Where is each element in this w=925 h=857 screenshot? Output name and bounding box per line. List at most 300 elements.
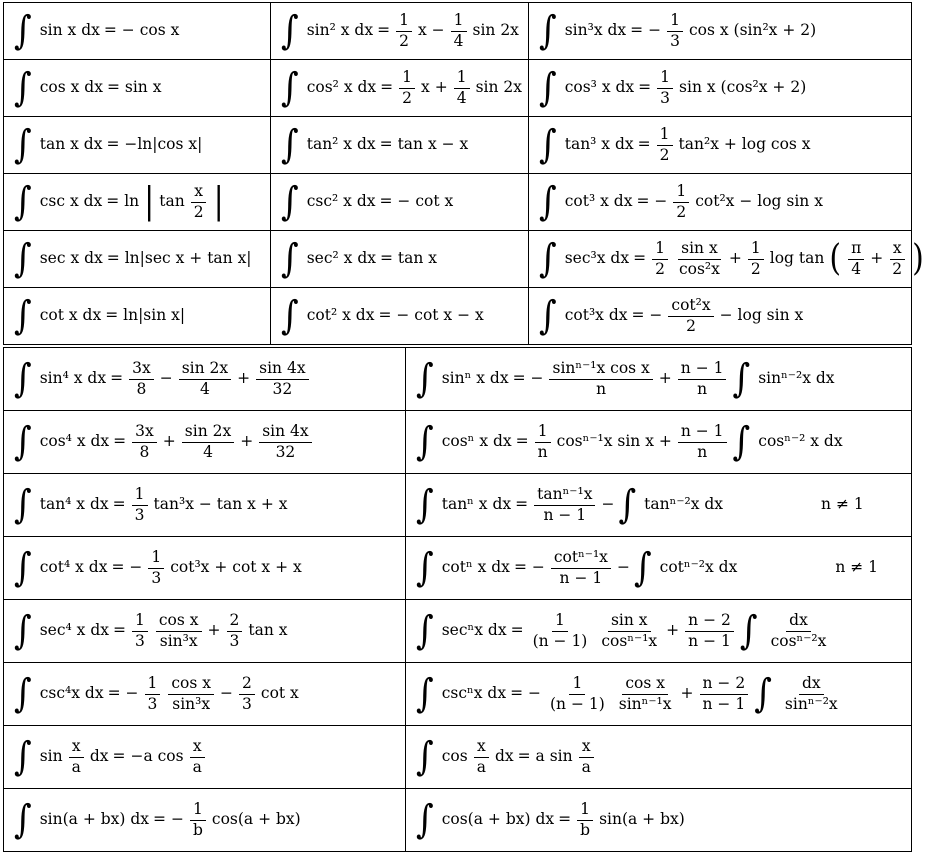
denominator: 3 [134,505,145,524]
denominator: 4 [199,379,210,398]
integral-formula [539,179,823,225]
numerator: 1 [396,11,412,32]
term-text: cosⁿ x dx [441,432,512,451]
term-text: sin(a + bx) [599,810,685,829]
term-text: cos(a + bx) dx [441,810,555,829]
term-text: cot² x dx [306,306,375,325]
formula-cell [406,663,912,726]
integral-sign: ∫ [14,734,32,780]
fraction [145,674,161,715]
term-text: = a sin [517,747,573,766]
integral-formula [416,671,843,717]
formula-row [4,117,912,174]
term-text: + [680,684,694,703]
fraction [451,11,467,52]
fraction [132,422,157,463]
term-text: sec³x dx [564,249,630,268]
numerator: cos x [622,674,668,695]
numerator: sin 2x [182,422,234,443]
numerator: 1 [451,11,467,32]
term-text: − [616,558,630,577]
numerator: 1 [652,239,668,260]
fraction [148,548,164,589]
denominator: 3 [229,631,240,650]
fraction [889,239,905,280]
integral-sign: ∫ [14,65,32,111]
fraction [190,800,206,841]
integral-sign: ∫ [416,671,434,717]
denominator: a [476,757,486,776]
integral-sign: ∫ [416,608,434,654]
numerator: 2 [239,674,255,695]
integral-sign: ∫ [618,482,637,528]
term-text: cos x dx [39,78,103,97]
denominator: b [580,820,591,839]
term-text: − [159,369,173,388]
formula-cell [271,174,529,231]
term-text: = tan x [380,249,438,268]
term-text: = −ln|cos x| [106,135,203,154]
numerator: 1 [657,68,673,89]
integral-sign: ∫ [539,236,557,282]
formula-cell [4,117,271,174]
formula-cell [4,537,406,600]
numerator: π [848,239,864,260]
integral-sign: ∫ [281,179,299,225]
term-text: sin⁴ x dx [39,369,107,388]
formula-row [4,3,912,60]
term-text: = [377,21,391,40]
term-text: = − [512,369,544,388]
denominator: n − 1 [543,505,587,524]
term-text: cos(a + bx) [211,810,301,829]
denominator: 2 [659,145,670,164]
fraction [168,674,214,715]
term-text: tan x dx [39,135,103,154]
term-text: = ln|sec x + tan x| [106,249,252,268]
term-text: tan³ x dx [564,135,634,154]
integral-sign: ∫ [14,482,32,528]
integral-formula [539,236,925,282]
fraction [616,674,675,715]
term-text: cos² x dx [306,78,377,97]
numerator: 3x [132,422,157,443]
numerator: dx [786,611,811,632]
term-text: secⁿx dx [441,621,507,640]
formula-cell [4,789,406,852]
numerator: 1 [148,548,164,569]
integral-formula [281,293,484,339]
formula-cell [529,3,912,60]
denominator: 3 [147,694,158,713]
term-text: cotⁿ x dx [441,558,510,577]
term-text: = [113,621,126,640]
denominator: 2 [399,31,409,50]
denominator: sin³x [172,694,211,713]
denominator: n [697,379,708,398]
denominator: 2 [686,316,696,335]
integral-formula [14,122,203,168]
term-text: = − [636,192,668,211]
term-text: cos x (sin²x + 2) [688,21,817,40]
denominator: 3 [660,88,671,107]
numerator: sin x [608,611,651,632]
fraction [579,737,594,778]
formula-row [4,348,912,411]
term-text: = − [107,684,139,703]
fraction [156,611,202,652]
fraction [129,359,154,400]
integral-sign: ∫ [14,8,32,55]
term-text: sin(a + bx) dx [39,810,150,829]
numerator: x [890,239,905,260]
integral-sign: ∫ [14,236,32,282]
formula-cell [4,174,271,231]
term-text: sin² x dx [306,21,374,40]
denominator: 2 [676,202,687,221]
fraction [673,182,689,223]
term-text: cos [441,747,468,766]
integral-sign: ∫ [14,179,32,225]
numerator: cotⁿ⁻¹x [551,548,611,569]
denominator: 2 [750,259,761,278]
integral-sign: ∫ [14,293,32,339]
numerator: 1 [190,800,206,821]
term-text: = [112,495,126,514]
term-text: = − cot x − x [378,306,484,325]
integral-sign: ∫ [539,65,557,111]
table2-body [4,348,912,852]
numerator: 1 [667,11,683,32]
formula-cell [4,288,271,345]
denominator: 2 [193,202,204,221]
bracket: | [213,180,224,223]
term-text: = [380,78,394,97]
integral-formula [539,122,811,168]
formula-cell [271,231,529,288]
fraction [667,11,683,52]
term-text: sin [39,747,63,766]
fraction [577,800,593,841]
term-text: + [870,249,884,268]
denominator: 3 [670,31,680,50]
formula-cell [4,231,271,288]
denominator: 4 [453,31,464,50]
formula-cell [4,474,406,537]
term-text: tanⁿ⁻²x dx [644,495,724,514]
integral-sign: ∫ [416,482,434,528]
numerator: 1 [399,68,415,89]
integral-sign: ∫ [281,293,299,339]
integral-sign: ∫ [14,608,32,654]
integral-sign: ∫ [281,8,299,55]
integral-sign: ∫ [539,122,557,168]
formula-row [4,600,912,663]
term-text: = [558,810,572,829]
term-text: = − [630,21,662,40]
numerator: tanⁿ⁻¹x [534,485,595,506]
numerator: 1 [657,125,673,146]
denominator: a [581,757,591,776]
term-text: sin 2x [472,21,519,40]
denominator: sinⁿ⁻¹x [618,694,672,713]
denominator: 3 [135,631,145,650]
integral-sign: ∫ [281,236,299,282]
fraction [678,359,727,400]
integral-sign: ∫ [732,419,751,465]
numerator: x [191,182,206,203]
integral-sign: ∫ [739,608,758,654]
denominator: cos²x [678,259,720,278]
numerator: sin x [678,239,721,260]
fraction [782,674,841,715]
fraction [182,422,234,463]
formula-cell [529,288,912,345]
integral-formula [539,293,804,339]
formula-row [4,231,912,288]
numerator: 1 [552,611,568,632]
condition: n ≠ 1 [821,495,864,514]
numerator: dx [799,674,824,695]
integral-sign: ∫ [416,797,434,843]
denominator: sinⁿ⁻²x [784,694,838,713]
numerator: 1 [673,182,689,203]
term-text: sec x dx [39,249,103,268]
integral-formula [14,671,299,717]
fraction [676,239,723,280]
term-text: cscⁿx dx [441,684,507,703]
formula-cell [4,348,406,411]
integral-sign: ∫ [14,545,32,591]
term-text: cot³x dx [564,306,628,325]
integral-formula [416,797,685,843]
denominator: 32 [272,379,293,398]
fraction [132,611,148,652]
term-text: + [658,369,672,388]
integral-sign: ∫ [14,122,32,168]
numerator: x [190,737,205,758]
numerator: sin 4x [256,359,308,380]
integral-formula [14,482,288,528]
fraction [535,422,551,463]
formula-cell [406,726,912,789]
formula-row [4,789,912,852]
formula-row [4,663,912,726]
fraction [748,239,764,280]
term-text: + [237,369,251,388]
formula-cell [406,348,912,411]
fraction [668,296,713,337]
integral-sign: ∫ [754,671,772,717]
fraction [190,737,205,778]
integral-sign: ∫ [732,356,751,402]
denominator: cosⁿ⁻²x [770,631,827,650]
term-text: tan³x − tan x + x [153,495,288,514]
integral-formula [14,8,180,55]
term-text: sec⁴ x dx [39,621,109,640]
numerator: n − 2 [700,674,749,695]
term-text: cos⁴ x dx [39,432,110,451]
integral-formula [14,419,314,465]
integral-formula [14,734,211,780]
numerator: 2 [227,611,243,632]
term-text: cot x dx [39,306,102,325]
formula-cell [271,60,529,117]
basic-integrals-table [3,2,924,345]
term-text: = tan x − x [379,135,469,154]
term-text: = − [111,558,143,577]
integral-formula [539,65,807,111]
numerator: cot²x [668,296,713,317]
denominator: 3 [242,694,252,713]
numerator: n − 2 [685,611,734,632]
term-text: = [515,432,529,451]
integral-formula [416,608,831,654]
term-text: = − [631,306,663,325]
fraction [678,422,727,463]
term-text: = [515,495,529,514]
denominator: a [71,757,81,776]
integral-sign: ∫ [416,734,434,780]
formula-row [4,474,912,537]
numerator: 3x [129,359,154,380]
fraction [768,611,830,652]
integral-formula [281,236,438,282]
formula-cell [406,600,912,663]
formula-cell [4,3,271,60]
denominator: n [596,379,607,398]
fraction [657,68,673,109]
denominator: 8 [139,442,150,461]
integral-formula [14,608,288,654]
term-text: log tan [769,249,825,268]
integral-formula [14,236,252,282]
formula-cell [529,117,912,174]
term-text: cosⁿ⁻² x dx [758,432,843,451]
formula-cell [271,117,529,174]
integral-formula [416,356,835,402]
integral-sign: ∫ [539,179,557,225]
formula-row [4,60,912,117]
term-text: sin³x dx [564,21,627,40]
term-text: = − [153,810,184,829]
term-text: + [666,621,680,640]
integral-formula [416,734,600,780]
denominator: 4 [203,442,213,461]
term-text: + [207,621,221,640]
term-text: = [638,78,652,97]
term-text: sinⁿ x dx [441,369,509,388]
term-text: − [601,495,615,514]
denominator: sin³x [159,631,198,650]
term-text: cotⁿ⁻²x dx [659,558,738,577]
formula-cell [4,726,406,789]
term-text: sin x dx [39,21,100,40]
denominator: n − 1 [559,568,603,587]
formula-cell [4,663,406,726]
formula-cell [271,3,529,60]
integral-formula [14,356,311,402]
integral-sign: ∫ [539,293,557,339]
term-text: cosⁿ⁻¹x sin x + [556,432,672,451]
term-text: cot x [260,684,299,703]
term-text: = [110,369,124,388]
term-text: x + [421,78,448,97]
numerator: cos x [168,674,214,695]
integral-sign: ∫ [14,419,32,465]
term-text: x − [417,21,445,40]
bracket: ( [829,237,842,280]
integral-formula [14,545,302,591]
formula-cell [529,231,924,288]
term-text: sinⁿ⁻²x dx [758,369,835,388]
denominator: 2 [892,259,903,278]
denominator: n [697,442,708,461]
fraction [474,737,489,778]
denominator: b [192,820,203,839]
fraction [551,548,611,589]
formula-row [4,174,912,231]
denominator: (n − 1) [532,631,588,650]
numerator: n − 1 [678,422,727,443]
term-text: dx [89,747,109,766]
fraction [657,125,673,166]
formula-cell [271,288,529,345]
fraction [549,359,652,400]
term-text: tan [159,192,185,211]
term-text: csc² x dx [306,192,376,211]
integral-sign: ∫ [633,545,652,591]
numerator: 1 [132,485,148,506]
integral-formula [281,179,454,225]
fraction [191,182,207,223]
fraction [530,611,591,652]
numerator: 1 [454,68,470,89]
integral-sign: ∫ [281,65,299,111]
term-text: csc⁴x dx [39,684,104,703]
term-text: dx [494,747,514,766]
integral-sign: ∫ [416,356,434,402]
term-text: = − [510,684,541,703]
denominator: (n − 1) [549,694,605,713]
term-text: cot⁴ x dx [39,558,108,577]
numerator: 1 [577,800,593,821]
denominator: 3 [151,568,162,587]
integral-formula [14,179,225,225]
numerator: x [69,737,84,758]
term-text: tan²x + log cos x [678,135,811,154]
term-text: cos³ x dx [564,78,635,97]
formula-cell [406,474,912,537]
fraction [848,239,864,280]
integral-sign: ∫ [14,797,32,843]
integral-formula [281,122,469,168]
fraction [399,68,415,109]
fraction [396,11,412,52]
numerator: 1 [569,674,585,695]
term-text: + [162,432,176,451]
term-text: = ln|sin x| [105,306,186,325]
integral-formula [14,797,301,843]
fraction [685,611,734,652]
term-text: csc x dx [39,192,103,211]
term-text: = [510,621,524,640]
condition: n ≠ 1 [835,558,879,577]
numerator: n − 1 [678,359,727,380]
numerator: 1 [535,422,551,443]
fraction [700,674,749,715]
bracket: ) [912,237,924,280]
